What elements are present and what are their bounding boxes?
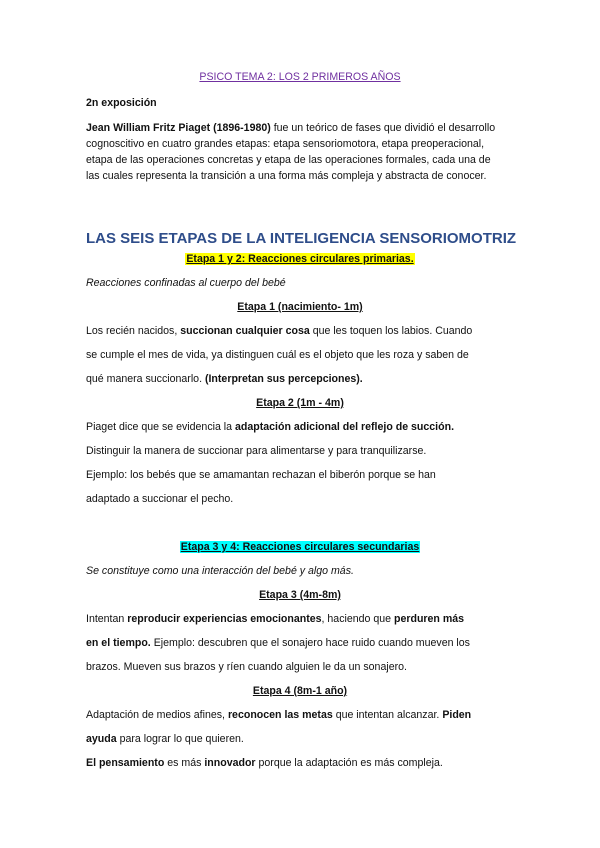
exposition-label: 2n exposición (86, 97, 157, 109)
stage4-heading: Etapa 4 (8m-1 año) (252, 685, 348, 697)
group2-heading: Etapa 3 y 4: Reacciones circulares secundarias (180, 541, 420, 553)
section-heading: LAS SEIS ETAPAS DE LA INTELIGENCIA SENSORIOMOTRIZ (86, 230, 517, 247)
stage2-line: Distinguir la manera de succionar para alimentarse y para tranquilizarse. (86, 445, 427, 457)
stage3-line: brazos. Mueven sus brazos y ríen cuando alguien le da un sonajero. (86, 661, 407, 673)
stage3-heading: Etapa 3 (4m-8m) (259, 589, 341, 601)
piaget-name: Jean William Fritz Piaget (1896-1980) (86, 122, 271, 134)
stage1-line: qué manera succionarlo. (Interpretan sus percepciones). (86, 373, 363, 385)
stage4-line: El pensamiento es más innovador porque la adaptación es más compleja. (86, 757, 443, 769)
stage4-line: ayuda para lograr lo que quieren. (86, 733, 244, 745)
stage4-line: Adaptación de medios afines, reconocen las metas que intentan alcanzar. Piden (86, 709, 472, 721)
stage1-line: se cumple el mes de vida, ya distinguen cuál es el objeto que les roza y saben de (86, 349, 469, 361)
document-title: PSICO TEMA 2: LOS 2 PRIMEROS AÑOS (199, 71, 401, 83)
stage2-line: Piaget dice que se evidencia la adaptación adicional del reflejo de succión. (86, 421, 455, 433)
group1-heading: Etapa 1 y 2: Reacciones circulares primarias. (186, 253, 414, 265)
group2-subtitle: Se constituye como una interacción del bebé y algo más. (86, 565, 354, 577)
stage2-heading: Etapa 2 (1m - 4m) (256, 397, 344, 409)
document-page: PSICO TEMA 2: LOS 2 PRIMEROS AÑOS 2n exposición Jean William Fritz Piaget (1896-1980) fue un teórico de fases que dividió el desarrollo cognoscitivo en cuatro grandes etapas: etapa sensoriomotora, etapa preoperacional, etapa de las operaciones concretas y etapa de las operaciones formales, cada una de las cuales representa la transición a una forma más compleja y abstracta de conocer. LAS SEIS ETAPAS DE LA INTELIGENCIA SENSORIOMOTRIZ Etapa 1 y 2: Reacciones circulares primarias. Reacciones confinadas al cuerpo del bebé Etapa 1 (nacimiento- 1m) Los recién nacidos, succionan cualquier cosa que les toquen los labios. Cuando se cumple el mes de vida, ya distinguen cuál es el objeto que les roza y saben de qué manera succionarlo. (Interpretan sus percepciones). Etapa 2 (1m - 4m) Piaget dice que se evidencia la adaptación adicional del reflejo de succión. Distinguir la manera de succionar para alimentarse y para tranquilizarse. Ejemplo: los bebés que se amamantan rechazan el biberón porque se han adaptado a succionar el pecho. Etapa 3 y 4: Reacciones circulares secundarias Se constituye como una interacción del bebé y algo más. Etapa 3 (4m-8m) Intentan reproducir experiencias emocionantes, haciendo que perduren más en el tiempo. Ejemplo: descubren que el sonajero hace ruido cuando mueven los brazos. Mueven sus brazos y ríen cuando alguien le da un sonajero. Etapa 4 (8m-1 año) Adaptación de medios afines, reconocen las metas que intentan alcanzar. Piden ayuda para lograr lo que quieren. El pensamiento es más innovador porque la adaptación es más compleja. (0, 0, 600, 848)
stage2-line: adaptado a succionar el pecho. (86, 493, 234, 505)
stage1-line: Los recién nacidos, succionan cualquier cosa que les toquen los labios. Cuando (86, 325, 473, 337)
stage1-heading: Etapa 1 (nacimiento- 1m) (237, 301, 363, 313)
stage2-line: Ejemplo: los bebés que se amamantan rechazan el biberón porque se han (86, 469, 436, 481)
stage3-line: Intentan reproducir experiencias emocionantes, haciendo que perduren más (86, 613, 465, 625)
group1-subtitle: Reacciones confinadas al cuerpo del bebé (86, 277, 286, 289)
stage3-line: en el tiempo. Ejemplo: descubren que el sonajero hace ruido cuando mueven los (86, 637, 470, 649)
